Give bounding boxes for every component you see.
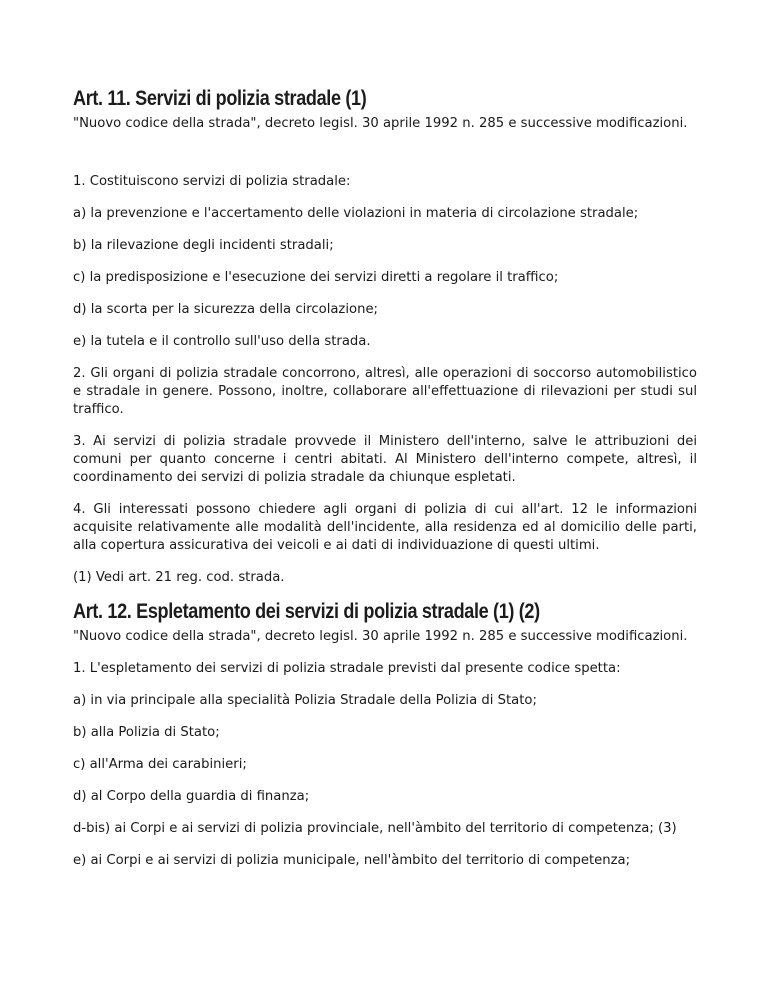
article-11-paragraph-3: 3. Ai servizi di polizia stradale provvede il Ministero dell'interno, salve le attribuzioni dei comuni per quanto concerne i centri abitati. Al Ministero dell'interno compete, altresì, il coordinamento dei servizi di polizia stradale da chiunque espletati. <box>73 434 697 485</box>
article-11-paragraph-2: 2. Gli organi di polizia stradale concorrono, altresì, alle operazioni di soccorso automobilistico e stradale in genere. Possono, inoltre, collaborare all'effettuazione di rilevazioni per studi sul traffico. <box>73 366 697 417</box>
article-12-item-c: c) all'Arma dei carabinieri; <box>73 757 247 772</box>
article-11-paragraph-4: 4. Gli interessati possono chiedere agli organi di polizia di cui all'art. 12 le informazioni acquisite relativamente alle modalità dell'incidente, alla residenza ed al domicilio delle parti, alla copertura assicurativa dei veicoli e ai dati di individuazione di questi ultimi. <box>73 502 697 553</box>
document-page <box>73 86 697 870</box>
article-11-item-a: a) la prevenzione e l'accertamento delle violazioni in materia di circolazione stradale; <box>73 206 639 221</box>
article-11-title: Art. 11. Servizi di polizia stradale (1) <box>73 87 367 110</box>
article-12-item-d: d) al Corpo della guardia di finanza; <box>73 789 310 804</box>
article-12-source: "Nuovo codice della strada", decreto legisl. 30 aprile 1992 n. 285 e successive modificazioni. <box>73 629 688 644</box>
article-11-item-e: e) la tutela e il controllo sull'uso della strada. <box>73 334 371 349</box>
article-12-item-a: a) in via principale alla specialità Polizia Stradale della Polizia di Stato; <box>73 693 537 708</box>
article-12-item-b: b) alla Polizia di Stato; <box>73 725 220 740</box>
article-12-item-d-bis: d-bis) ai Corpi e ai servizi di polizia provinciale, nell'àmbito del territorio di competenza; (3) <box>73 821 677 836</box>
article-12-item-e: e) ai Corpi e ai servizi di polizia municipale, nell'àmbito del territorio di competenza; <box>73 853 631 868</box>
article-11-item-c: c) la predisposizione e l'esecuzione dei servizi diretti a regolare il traffico; <box>73 270 559 285</box>
article-12-paragraph-1: 1. L'espletamento dei servizi di polizia stradale previsti dal presente codice spetta: <box>73 661 621 676</box>
article-11-footnote: (1) Vedi art. 21 reg. cod. strada. <box>73 570 285 585</box>
article-11-item-b: b) la rilevazione degli incidenti stradali; <box>73 238 334 253</box>
article-11-source: "Nuovo codice della strada", decreto legisl. 30 aprile 1992 n. 285 e successive modificazioni. <box>73 116 688 131</box>
article-11-paragraph-1: 1. Costituiscono servizi di polizia stradale: <box>73 174 351 189</box>
article-11-item-d: d) la scorta per la sicurezza della circolazione; <box>73 302 379 317</box>
article-12-title: Art. 12. Espletamento dei servizi di polizia stradale (1) (2) <box>73 600 540 623</box>
